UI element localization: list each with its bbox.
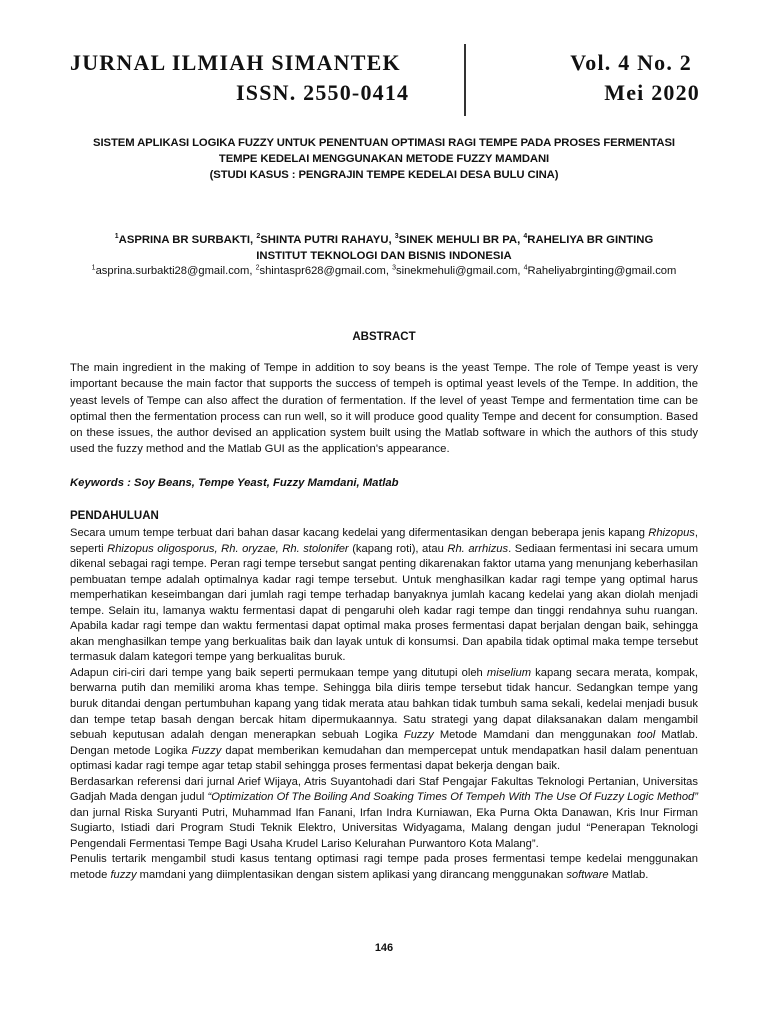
intro-body xyxy=(70,526,698,884)
italic-term: Rhizopus xyxy=(648,527,695,539)
paper-title xyxy=(70,135,698,183)
text-run: dan jurnal Riska Suryanti Putri, Muhammad Ifan Fanani, Irfan Indra Kurniawan, Eka Purna Okta Danawan, Kris Inur Firman Sugiarto, Istiadi dari Program Studi Teknik Elektro, Universitas Widyagama, Malang dengan judul “Penerapan Teknologi Pengendali Fermentasi Tempe Bagi Usaha Krudel Lariso Kelurahan Purwantoro Kota Malang”. xyxy=(70,806,698,850)
author-name: SINEK MEHULI BR PA xyxy=(398,234,518,246)
italic-term: “Optimization Of The Boiling And Soaking Times Of Tempeh With The Use Of Fuzzy Logic Method” xyxy=(207,791,698,804)
author-name: SHINTA PUTRI RAHAYU xyxy=(260,234,389,246)
journal-date: Mei 2020 xyxy=(604,80,700,105)
author-email[interactable]: asprina.surbakti28@gmail.com xyxy=(95,265,250,277)
journal-volume: Vol. 4 No. 2 xyxy=(570,50,692,75)
italic-term: Rhizopus oligosporus, Rh. oryzae, Rh. stolonifer xyxy=(107,542,349,555)
email-index: 2 xyxy=(255,264,260,272)
header-divider xyxy=(464,44,466,116)
author-name: RAHELIYA BR GINTING xyxy=(527,234,654,246)
text-run: . Sediaan fermentasi ini secara umum dikenal sebagai ragi tempe. Peran ragi tempe tersebut sangat penting dikarenakan faktor utama yang menunjang keberhasilan pembuatan tempe adalah optimalnya kadar ragi tempe tersebut. Untuk menghasilkan kadar ragi tempe yang optimal harus memperhatikan keseimbangan dari jumlah ragi tempe terhadap banyaknya jumlah kacang kedelai yang akan diolah menjadi tempe. Selain itu, lamanya waktu fermentasi dapat di pengaruhi oleh kadar ragi tempe dan tinggi rendahnya suhu ruangan. Apabila kadar ragi tempe dan waktu fermentasi dapat optimal maka proses fermentasi dapat berjalan dengan baik, sehingga akan menghasilkan tempe yang berkualitas baik dan layak untuk di konsumsi. Dan apabila tidak optimal maka tempe tersebut termasuk dalam kategori tempe yang berkualitas buruk. xyxy=(70,542,699,664)
email-list: $^1$asprina.surbakti28@gmail.com, $^2$shintaspr628@gmail.com, $^3$sinekmehuli@gmail.com, $^4$Raheliyabrginting@gmail.com xyxy=(91,264,677,277)
author-name: ASPRINA BR SURBAKTI xyxy=(118,234,251,246)
paper-title-line: TEMPE KEDELAI MENGGUNAKAN METODE FUZZY MAMDANI xyxy=(218,153,550,165)
text-run: Matlab. xyxy=(608,869,649,882)
text-run: Berdasarkan referensi dari jurnal Arief Wijaya, Atris Suyantohadi dari Staf Pengajar Fakultas Teknologi Pertanian, Universitas Gadjah Mada dengan judul xyxy=(70,775,698,804)
abstract-heading: ABSTRACT xyxy=(352,331,416,343)
italic-term: Fuzzy xyxy=(403,729,434,742)
author-index: 4 xyxy=(523,233,528,241)
paragraph xyxy=(70,526,698,666)
text-run: Secara umum tempe terbuat dari bahan dasar kacang kedelai yang difermentasikan dengan beberapa jenis kapang xyxy=(70,527,649,539)
italic-term: software xyxy=(566,869,609,882)
section-heading: PENDAHULUAN xyxy=(70,510,159,522)
text-run: dapat memberikan kemudahan dan mempercepat untuk mendapatkan hasil dalam penentuan optimasi kadar ragi tempe agar tetap stabil sehingga proses fermentasi dapat bekerja dengan baik. xyxy=(70,744,699,773)
text-run: Matlab. Dengan metode Logika xyxy=(70,729,698,757)
email-index: 4 xyxy=(523,264,528,272)
italic-term: Rh. arrhizus xyxy=(447,542,509,555)
journal-issn: ISSN. 2550-0414 xyxy=(236,80,410,105)
text-run: , seperti xyxy=(70,527,698,555)
author-index: 2 xyxy=(256,233,261,241)
text-run: Metode Mamdani dan menggunakan xyxy=(433,729,638,742)
author-index: 1 xyxy=(114,233,119,241)
text-run: kapang secara merata, kompak, berwarna putih dan memiliki aroma khas tempe. Sehingga bila diiris tempe tersebut tidak hancur. Sedangkan tempe yang buruk ditandai dengan pertumbuhan kapang yang tidak merata atau bahkan tidak tumbuh sama sekali, kedelai menjadi busuk dan tempe tetap basah dengan bercak hitam dipermukaannya. Satu strategi yang dapat dilaksanakan dalam mengambil sebuah keputusan adalah dengan menerapkan sebuah Logika xyxy=(70,666,698,742)
text-run: Adapun ciri-ciri dari tempe yang baik seperti permukaan tempe yang ditutupi oleh xyxy=(70,666,487,679)
author-index: 3 xyxy=(394,233,399,241)
author-email[interactable]: sinekmehuli@gmail.com xyxy=(396,265,518,277)
paragraph xyxy=(70,852,698,883)
author-email[interactable]: Raheliyabrginting@gmail.com xyxy=(527,265,677,277)
abstract-text: The main ingredient in the making of Tempe in addition to soy beans is the yeast Tempe. The role of Tempe yeast is very important because the main factor that supports the success of tempeh is optimal yeast levels of the Tempe. In addition, the yeast levels of Tempe can also affect the duration of fermentation. If the level of yeast Tempe and fermentation time can be optimal then the fermentation process can run well, so it will produce good quality Tempe and decent for consumption. Based on these issues, the author devised an application system built using the Matlab software in which the authors of this study used the fuzzy method and the Matlab GUI as the application's appearance. xyxy=(70,362,698,456)
paragraph xyxy=(70,666,698,775)
italic-term: miselium xyxy=(486,666,532,679)
italic-term: fuzzy xyxy=(110,869,137,882)
journal-header xyxy=(70,50,700,118)
page-number: 146 xyxy=(374,942,394,954)
email-index: 3 xyxy=(392,264,396,272)
institution: INSTITUT TEKNOLOGI DAN BISNIS INDONESIA xyxy=(256,250,512,262)
text-run: Penulis tertarik mengambil studi kasus tentang optimasi ragi tempe pada proses fermentasi tempe kedelai menggunakan metode xyxy=(70,853,698,882)
paper-title-line: SISTEM APLIKASI LOGIKA FUZZY UNTUK PENENTUAN OPTIMASI RAGI TEMPE PADA PROSES FERMENTASI xyxy=(93,137,675,149)
italic-term: tool xyxy=(637,729,656,742)
email-index: 1 xyxy=(91,264,96,272)
journal-name: JURNAL ILMIAH SIMANTEK xyxy=(70,50,401,75)
author-list: $^1$ASPRINA BR SURBAKTI, $^2$SHINTA PUTRI RAHAYU, $^3$SINEK MEHULI BR PA, $^4$RAHELIYA BR GINTING xyxy=(114,233,654,246)
author-email[interactable]: shintaspr628@gmail.com xyxy=(259,265,386,277)
text-run: (kapang roti), atau xyxy=(348,542,448,555)
author-block xyxy=(70,232,698,264)
paragraph xyxy=(70,775,698,853)
paper-subtitle: (STUDI KASUS : PENGRAJIN TEMPE KEDELAI DESA BULU CINA) xyxy=(209,169,559,181)
italic-term: Fuzzy xyxy=(191,744,222,757)
text-run: mamdani yang diimplentasikan dengan sistem aplikasi yang dirancang menggunakan xyxy=(136,869,567,882)
keywords: Keywords : Soy Beans, Tempe Yeast, Fuzzy Mamdani, Matlab xyxy=(70,477,399,489)
